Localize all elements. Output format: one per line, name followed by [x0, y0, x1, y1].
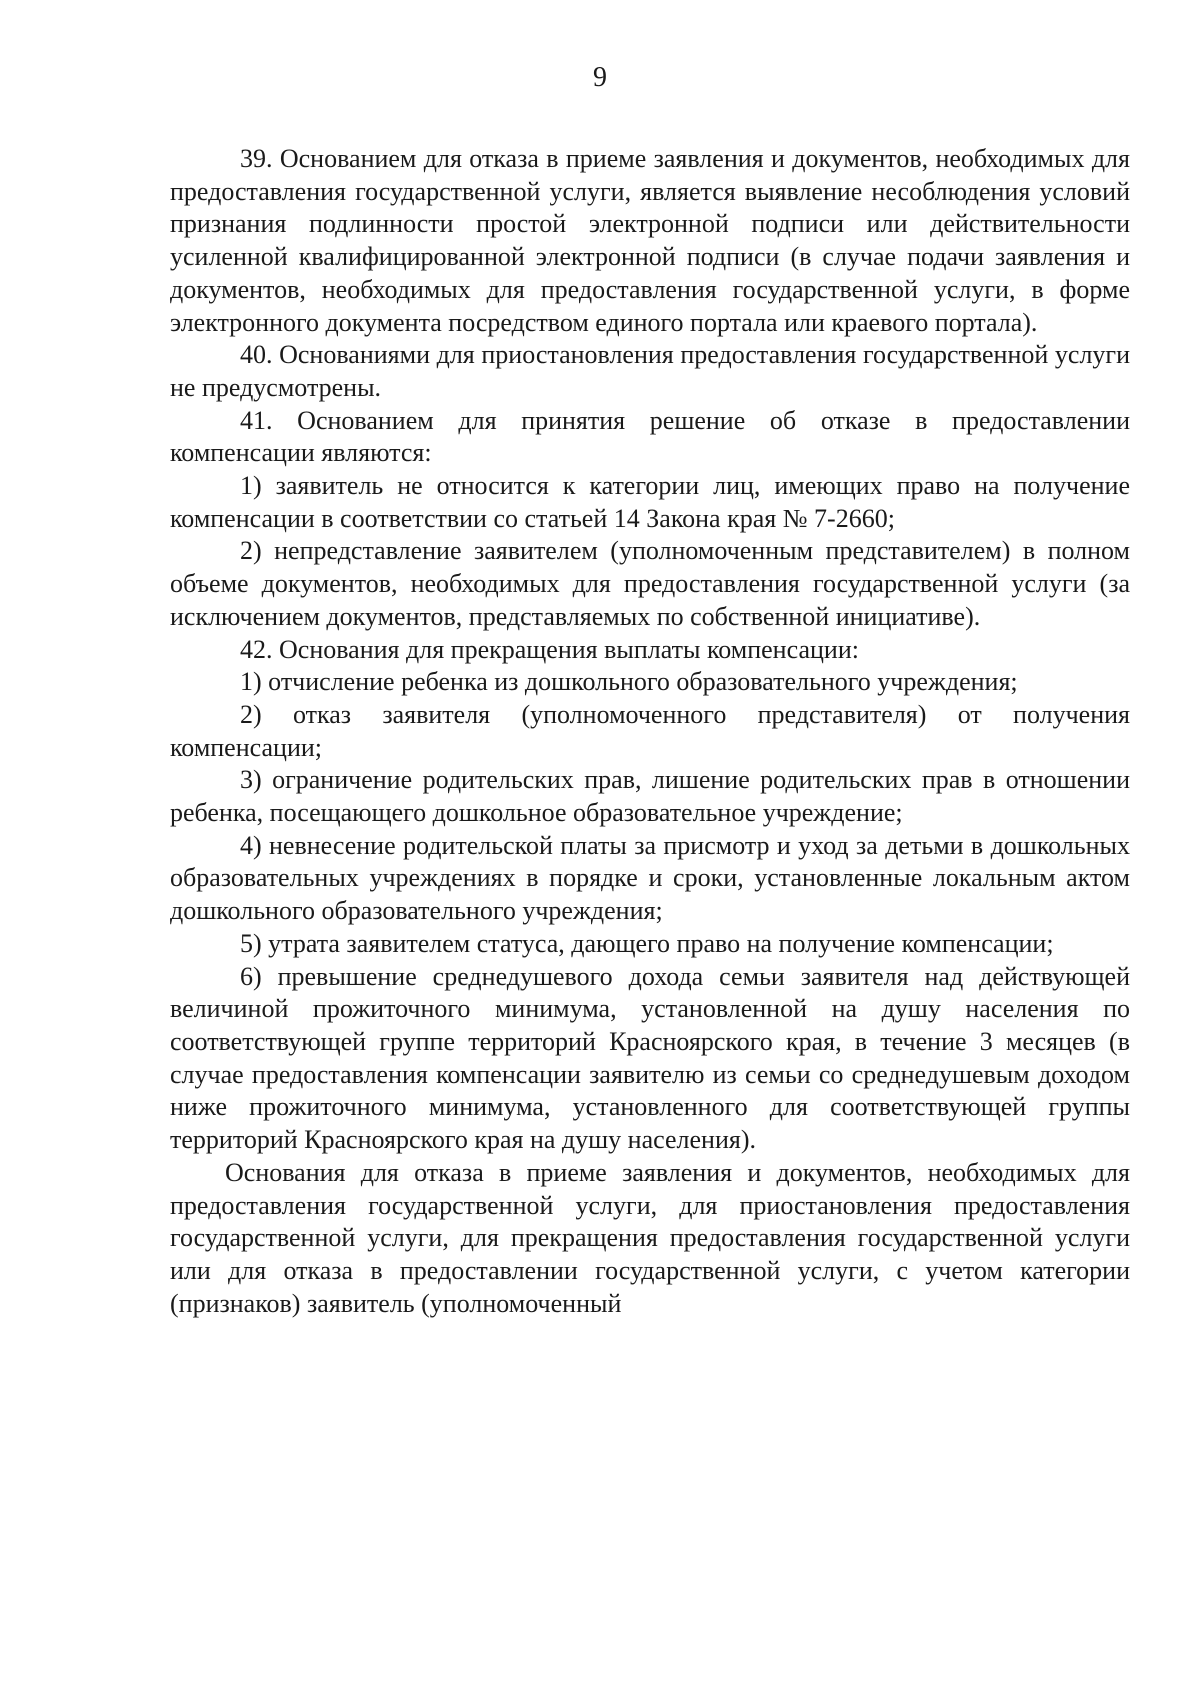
- paragraph-42-item-6: 6) превышение среднедушевого дохода семьи заявителя над действующей величиной прожиточного минимума, установленной на душу населения по соответствующей группе территорий Красноярского края, в течение 3 месяцев (в случае предоставления компенсации заявителю из семьи со среднедушевым доходом ниже прожиточного минимума, установленного для соответствующей группы территорий Красноярского края на душу населения).: [170, 961, 1130, 1155]
- document-body: [170, 143, 1130, 1320]
- paragraph-42-item-4: 4) невнесение родительской платы за присмотр и уход за детьми в дошкольных образовательных учреждениях в порядке и сроки, установленные локальным актом дошкольного образовательного учреждения;: [170, 830, 1130, 926]
- paragraph-42-item-2: 2) отказ заявителя (уполномоченного представителя) от получения компенсации;: [170, 699, 1130, 762]
- paragraph-41-item-1: 1) заявитель не относится к категории лиц, имеющих право на получение компенсации в соответствии со статьей 14 Закона края № 7-2660;: [170, 471, 1130, 533]
- paragraph-41: 41. Основанием для принятия решение об отказе в предоставлении компенсации являются:: [170, 405, 1130, 468]
- paragraph-42-item-5: 5) утрата заявителем статуса, дающего право на получение компенсации;: [240, 928, 1054, 958]
- paragraph-41-item-2: 2) непредставление заявителем (уполномоченным представителем) в полном объеме документов, необходимых для предоставления государственной услуги (за исключением документов, представляемых по собственной инициативе).: [170, 536, 1130, 631]
- page-number: 9: [593, 62, 607, 93]
- paragraph-42-item-1: 1) отчисление ребенка из дошкольного образовательного учреждения;: [240, 667, 1018, 697]
- paragraph-40: 40. Основаниями для приостановления предоставления государственной услуги не предусмотрены.: [170, 340, 1130, 402]
- paragraph-grounds-summary: Основания для отказа в приеме заявления и документов, необходимых для предоставления государственной услуги, для приостановления предоставления государственной услуги, для прекращения предоставления государственной услуги или для отказа в предоставлении государственной услуги, с учетом категории (признаков) заявитель (уполномоченный: [170, 1157, 1130, 1318]
- paragraph-39: 39. Основанием для отказа в приеме заявления и документов, необходимых для предоставления государственной услуги, является выявление несоблюдения условий признания подлинности простой электронной подписи или действительности усиленной квалифицированной электронной подписи (в случае подачи заявления и документов, необходимых для предоставления государственной услуги, в форме электронного документа посредством единого портала или краевого портала).: [170, 144, 1130, 337]
- paragraph-42: 42. Основания для прекращения выплаты компенсации:: [240, 634, 859, 664]
- paragraph-42-item-3: 3) ограничение родительских прав, лишение родительских прав в отношении ребенка, посещающего дошкольное образовательное учреждение;: [170, 765, 1130, 828]
